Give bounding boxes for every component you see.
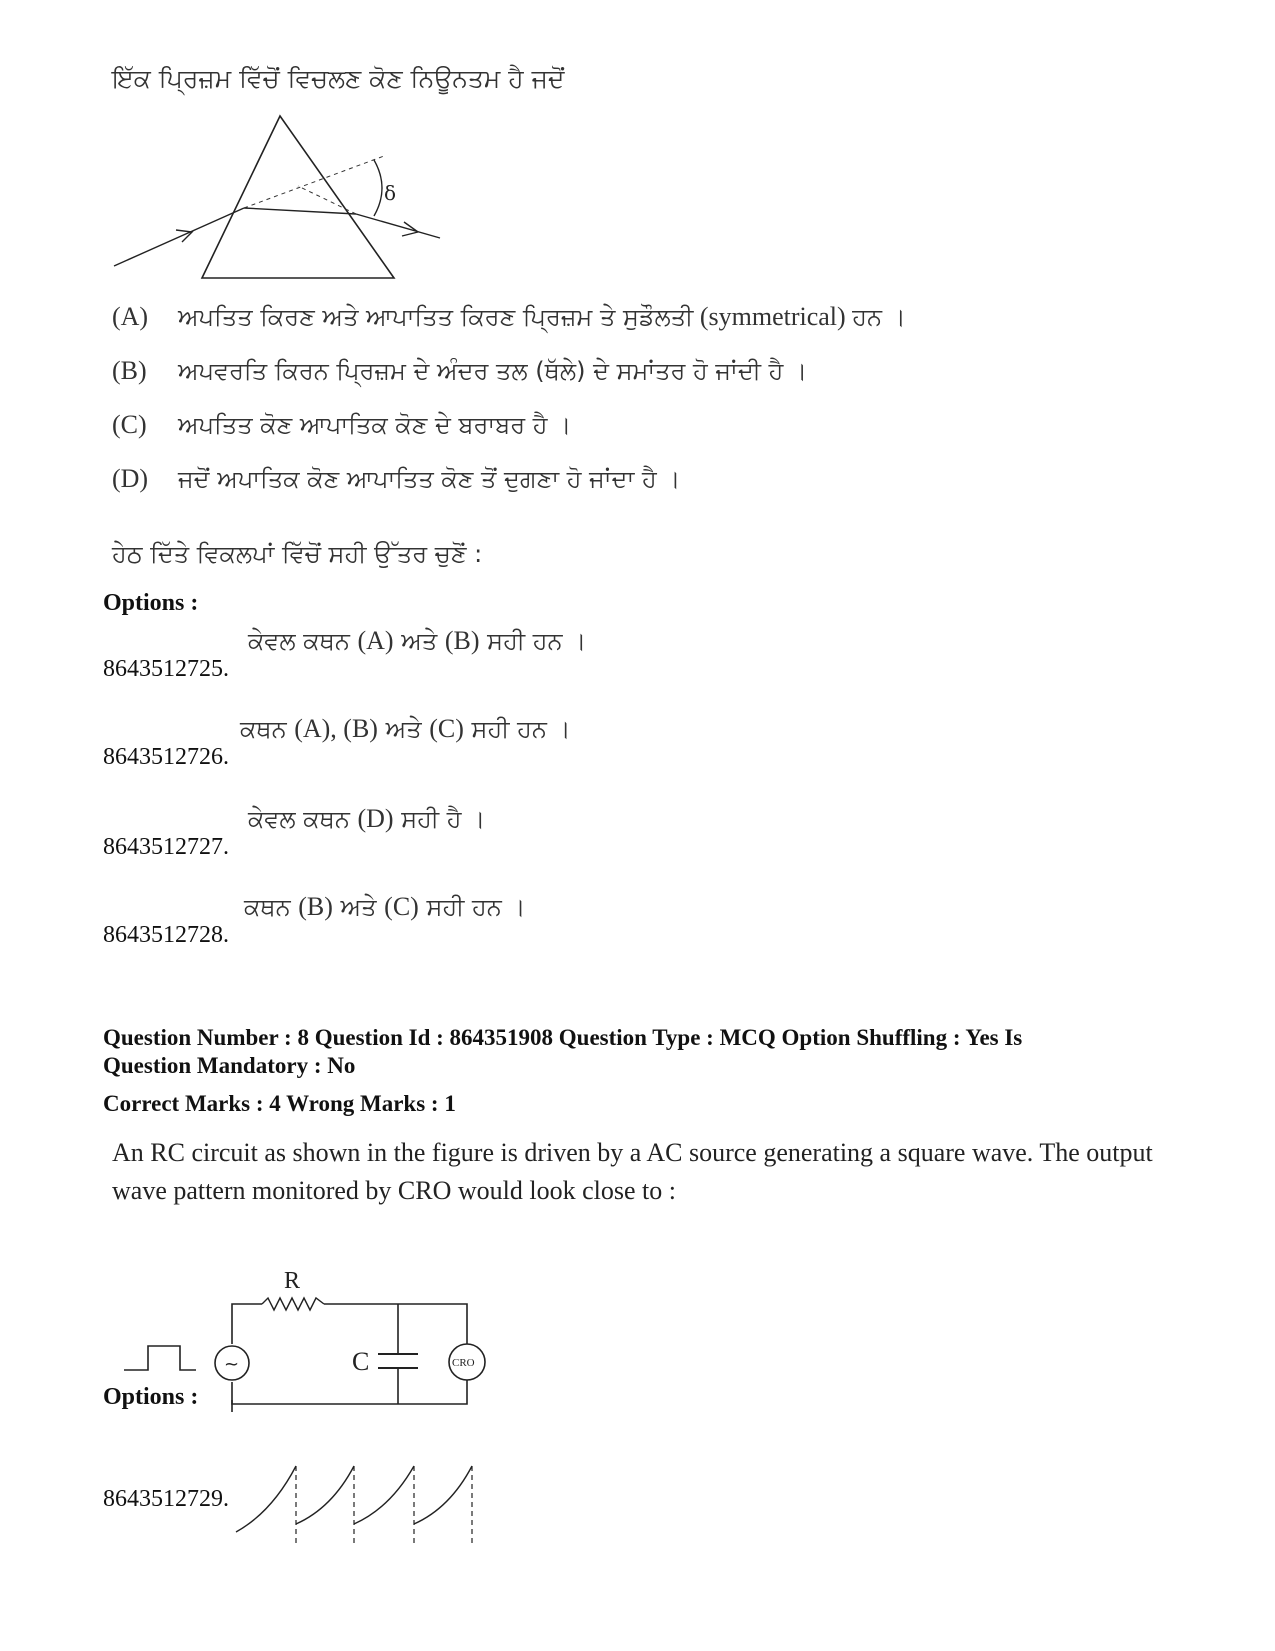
option-text[interactable]: ਕੇਵਲ ਕਥਨ (D) ਸਹੀ ਹੈ । [248, 804, 486, 833]
circuit-wires [232, 1304, 467, 1412]
cro-label: CRO [452, 1357, 475, 1369]
option-text[interactable]: ਕਥਨ (B) ਅਤੇ (C) ਸਹੀ ਹਨ । [244, 892, 526, 921]
prism-diagram [112, 112, 452, 284]
resistor-label: R [284, 1268, 301, 1294]
prism-triangle [202, 116, 397, 278]
statement-label: (C) [112, 410, 147, 439]
statement-d [112, 464, 680, 494]
capacitor-symbol [378, 1354, 418, 1368]
option-text[interactable]: ਕਥਨ (A), (B) ਅਤੇ (C) ਸਹੀ ਹਨ । [240, 714, 571, 743]
option-id[interactable]: 8643512725. [103, 656, 229, 682]
question-marks: Correct Marks : 4 Wrong Marks : 1 [103, 1091, 456, 1116]
statement-a [112, 302, 906, 332]
statement-label: (B) [112, 356, 147, 385]
statement-b [112, 356, 807, 386]
statement-text: ਅਪਤਿਤ ਕਿਰਣ ਅਤੇ ਆਪਾਤਿਤ ਕਿਰਣ ਪ੍ਰਿਜ਼ਮ ਤੇ ਸੁਡੌਲਤੀ (symmetrical) ਹਨ । [178, 302, 906, 331]
square-pulse-icon [124, 1346, 196, 1370]
choose-instruction: ਹੇਠ ਦਿੱਤੇ ਵਿਕਲਪਾਂ ਵਿੱਚੋਂ ਸਹੀ ਉੱਤਰ ਚੁਣੋਂ : [112, 540, 483, 568]
resistor-symbol [262, 1298, 324, 1310]
option-text[interactable]: ਕੇਵਲ ਕਥਨ (A) ਅਤੇ (B) ਸਹੀ ਹਨ । [248, 626, 587, 655]
deviation-arc [374, 160, 382, 216]
delta-label: δ [384, 181, 397, 205]
option-id[interactable]: 8643512726. [103, 744, 229, 770]
statement-label: (D) [112, 464, 149, 493]
question-meta [103, 1024, 1103, 1080]
options-heading: Options : [103, 590, 199, 616]
statement-text: ਜਦੋਂ ਅਪਾਤਿਕ ਕੋਣ ਆਪਾਤਿਤ ਕੋਣ ਤੋਂ ਦੁਗਣਾ ਹੋ ਜਾਂਦਾ ਹੈ । [178, 465, 681, 493]
option-id[interactable]: 8643512729. [103, 1486, 229, 1512]
option-id[interactable]: 8643512728. [103, 922, 229, 948]
statement-text: ਅਪਤਿਤ ਕੋਣ ਆਪਾਤਿਕ ਕੋਣ ਦੇ ਬਰਾਬਰ ਹੈ । [178, 411, 572, 439]
question-title: ਇੱਕ ਪ੍ਰਿਜ਼ਮ ਵਿੱਚੋਂ ਵਿਚਲਣ ਕੋਣ ਨਿਊਨਤਮ ਹੈ ਜਦੋਂ [112, 64, 565, 93]
question-meta-line: Question Mandatory : No [103, 1053, 356, 1078]
options-heading: Options : [103, 1384, 199, 1410]
statement-c [112, 410, 571, 440]
statement-label: (A) [112, 302, 149, 331]
ac-source-symbol: ~ [224, 1354, 240, 1375]
question-text: An RC circuit as shown in the figure is driven by a AC source generating a square wave. The output wave pattern monitored by CRO would look close to : [112, 1138, 1153, 1205]
capacitor-label: C [352, 1347, 370, 1376]
statement-text: ਅਪਵਰਤਿ ਕਿਰਨ ਪ੍ਰਿਜ਼ਮ ਦੇ ਅੰਦਰ ਤਲ (ਥੱਲੇ) ਦੇ ਸਮਾਂਤਰ ਹੋ ਜਾਂਦੀ ਹੈ । [178, 357, 808, 385]
question-meta-line: Question Number : 8 Question Id : 864351908 Question Type : MCQ Option Shuffling : Yes Is [103, 1025, 1023, 1050]
option-id[interactable]: 8643512727. [103, 834, 229, 860]
sawtooth-wave-diagram[interactable] [232, 1462, 492, 1548]
light-ray [114, 208, 440, 266]
